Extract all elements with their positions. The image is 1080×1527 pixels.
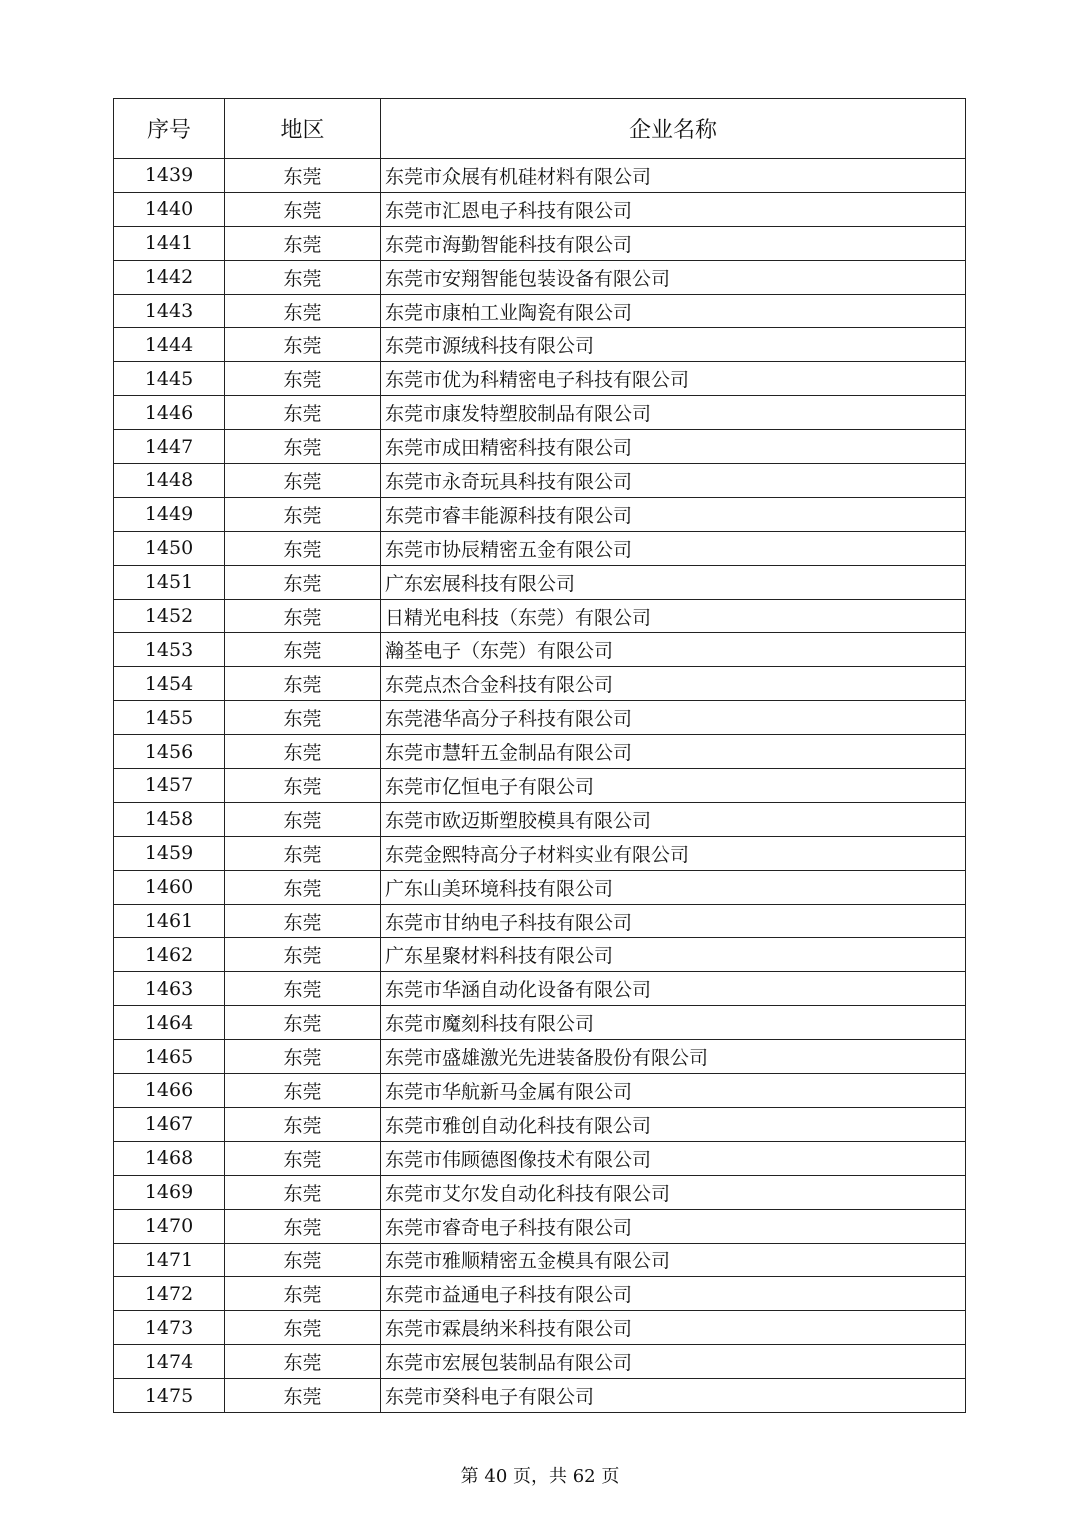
table-row (114, 599, 966, 633)
row-index: 1444 (114, 328, 225, 362)
row-company-name: 东莞市魔刻科技有限公司 (381, 1006, 966, 1040)
table-row (114, 497, 966, 531)
table-row (114, 1311, 966, 1345)
row-index: 1450 (114, 531, 225, 565)
row-region: 东莞 (225, 667, 381, 701)
row-index: 1443 (114, 294, 225, 328)
row-region: 东莞 (225, 328, 381, 362)
row-index: 1441 (114, 226, 225, 260)
row-company-name: 东莞市睿奇电子科技有限公司 (381, 1209, 966, 1243)
row-region: 东莞 (225, 362, 381, 396)
row-company-name: 东莞市众展有机硅材料有限公司 (381, 159, 966, 193)
row-company-name: 广东宏展科技有限公司 (381, 565, 966, 599)
row-index: 1459 (114, 836, 225, 870)
row-company-name: 广东山美环境科技有限公司 (381, 870, 966, 904)
row-region: 东莞 (225, 565, 381, 599)
table-row (114, 531, 966, 565)
row-index: 1446 (114, 396, 225, 430)
row-region: 东莞 (225, 497, 381, 531)
row-index: 1454 (114, 667, 225, 701)
table-row (114, 938, 966, 972)
table-row (114, 1006, 966, 1040)
row-company-name: 东莞市成田精密科技有限公司 (381, 430, 966, 464)
header-company-name: 企业名称 (381, 99, 966, 159)
row-region: 东莞 (225, 1107, 381, 1141)
row-index: 1452 (114, 599, 225, 633)
row-company-name: 东莞市宏展包装制品有限公司 (381, 1345, 966, 1379)
row-index: 1442 (114, 260, 225, 294)
row-region: 东莞 (225, 531, 381, 565)
table-row (114, 226, 966, 260)
table-row (114, 667, 966, 701)
row-company-name: 东莞市永奇玩具科技有限公司 (381, 464, 966, 498)
row-company-name: 东莞市安翔智能包装设备有限公司 (381, 260, 966, 294)
table-row (114, 1209, 966, 1243)
row-index: 1439 (114, 159, 225, 193)
row-index: 1462 (114, 938, 225, 972)
table-row (114, 1141, 966, 1175)
row-company-name: 东莞市协辰精密五金有限公司 (381, 531, 966, 565)
row-region: 东莞 (225, 1141, 381, 1175)
table-row (114, 328, 966, 362)
row-company-name: 东莞市汇恩电子科技有限公司 (381, 192, 966, 226)
table-row (114, 565, 966, 599)
row-company-name: 东莞市甘纳电子科技有限公司 (381, 904, 966, 938)
row-region: 东莞 (225, 396, 381, 430)
row-index: 1455 (114, 701, 225, 735)
row-index: 1440 (114, 192, 225, 226)
row-company-name: 瀚荃电子（东莞）有限公司 (381, 633, 966, 667)
table-row (114, 735, 966, 769)
row-index: 1448 (114, 464, 225, 498)
row-region: 东莞 (225, 294, 381, 328)
row-index: 1466 (114, 1074, 225, 1108)
row-region: 东莞 (225, 430, 381, 464)
row-region: 东莞 (225, 735, 381, 769)
row-region: 东莞 (225, 802, 381, 836)
row-region: 东莞 (225, 464, 381, 498)
row-region: 东莞 (225, 1379, 381, 1413)
row-company-name: 东莞市康柏工业陶瓷有限公司 (381, 294, 966, 328)
enterprise-table (113, 98, 966, 1413)
table-row (114, 260, 966, 294)
row-region: 东莞 (225, 701, 381, 735)
table-row (114, 870, 966, 904)
row-company-name: 广东星聚材料科技有限公司 (381, 938, 966, 972)
row-company-name: 东莞市海勤智能科技有限公司 (381, 226, 966, 260)
page-footer: 第 40 页，共 62 页 (460, 1466, 620, 1487)
row-company-name: 东莞市艾尔发自动化科技有限公司 (381, 1175, 966, 1209)
row-company-name: 东莞金熙特高分子材料实业有限公司 (381, 836, 966, 870)
table-row (114, 1074, 966, 1108)
row-region: 东莞 (225, 192, 381, 226)
table-row (114, 1379, 966, 1413)
table-row (114, 836, 966, 870)
row-company-name: 东莞市康发特塑胶制品有限公司 (381, 396, 966, 430)
table-row (114, 1107, 966, 1141)
row-index: 1445 (114, 362, 225, 396)
row-index: 1473 (114, 1311, 225, 1345)
row-index: 1461 (114, 904, 225, 938)
row-company-name: 东莞市源绒科技有限公司 (381, 328, 966, 362)
table-row (114, 396, 966, 430)
row-company-name: 东莞市亿恒电子有限公司 (381, 769, 966, 803)
row-index: 1449 (114, 497, 225, 531)
row-region: 东莞 (225, 599, 381, 633)
table-row (114, 464, 966, 498)
row-region: 东莞 (225, 226, 381, 260)
row-index: 1465 (114, 1040, 225, 1074)
table-row (114, 802, 966, 836)
row-index: 1475 (114, 1379, 225, 1413)
row-region: 东莞 (225, 769, 381, 803)
row-index: 1458 (114, 802, 225, 836)
row-index: 1470 (114, 1209, 225, 1243)
row-index: 1474 (114, 1345, 225, 1379)
row-region: 东莞 (225, 159, 381, 193)
row-index: 1447 (114, 430, 225, 464)
row-region: 东莞 (225, 1175, 381, 1209)
table-body (114, 159, 966, 1413)
table-row (114, 294, 966, 328)
row-region: 东莞 (225, 260, 381, 294)
row-company-name: 东莞市伟顾德图像技术有限公司 (381, 1141, 966, 1175)
row-index: 1453 (114, 633, 225, 667)
header-index: 序号 (114, 99, 225, 159)
row-region: 东莞 (225, 938, 381, 972)
row-region: 东莞 (225, 1311, 381, 1345)
row-region: 东莞 (225, 1074, 381, 1108)
row-region: 东莞 (225, 972, 381, 1006)
row-region: 东莞 (225, 1006, 381, 1040)
row-index: 1464 (114, 1006, 225, 1040)
row-company-name: 东莞市华航新马金属有限公司 (381, 1074, 966, 1108)
row-company-name: 东莞市雅顺精密五金模具有限公司 (381, 1243, 966, 1277)
row-index: 1468 (114, 1141, 225, 1175)
row-company-name: 东莞市睿丰能源科技有限公司 (381, 497, 966, 531)
row-region: 东莞 (225, 633, 381, 667)
table-row (114, 1277, 966, 1311)
table-row (114, 1040, 966, 1074)
table-row (114, 633, 966, 667)
row-index: 1463 (114, 972, 225, 1006)
row-region: 东莞 (225, 1345, 381, 1379)
row-company-name: 东莞市霖晨纳米科技有限公司 (381, 1311, 966, 1345)
header-region: 地区 (225, 99, 381, 159)
row-company-name: 东莞市华涵自动化设备有限公司 (381, 972, 966, 1006)
row-company-name: 东莞港华高分子科技有限公司 (381, 701, 966, 735)
table-row (114, 904, 966, 938)
row-company-name: 东莞市雅创自动化科技有限公司 (381, 1107, 966, 1141)
row-company-name: 东莞点杰合金科技有限公司 (381, 667, 966, 701)
table-row (114, 972, 966, 1006)
row-index: 1472 (114, 1277, 225, 1311)
row-company-name: 东莞市癸科电子有限公司 (381, 1379, 966, 1413)
row-index: 1460 (114, 870, 225, 904)
row-index: 1467 (114, 1107, 225, 1141)
row-company-name: 东莞市益通电子科技有限公司 (381, 1277, 966, 1311)
table-row (114, 362, 966, 396)
table-row (114, 1345, 966, 1379)
table-row (114, 701, 966, 735)
table-row (114, 1175, 966, 1209)
row-index: 1457 (114, 769, 225, 803)
row-company-name: 东莞市慧轩五金制品有限公司 (381, 735, 966, 769)
table-row (114, 430, 966, 464)
row-company-name: 东莞市优为科精密电子科技有限公司 (381, 362, 966, 396)
row-company-name: 东莞市欧迈斯塑胶模具有限公司 (381, 802, 966, 836)
table-row (114, 159, 966, 193)
row-region: 东莞 (225, 1277, 381, 1311)
row-region: 东莞 (225, 836, 381, 870)
row-index: 1456 (114, 735, 225, 769)
row-index: 1451 (114, 565, 225, 599)
table-row (114, 769, 966, 803)
row-region: 东莞 (225, 1040, 381, 1074)
row-region: 东莞 (225, 1209, 381, 1243)
row-region: 东莞 (225, 904, 381, 938)
row-index: 1469 (114, 1175, 225, 1209)
row-company-name: 日精光电科技（东莞）有限公司 (381, 599, 966, 633)
table-row (114, 192, 966, 226)
table-row (114, 1243, 966, 1277)
row-company-name: 东莞市盛雄激光先进装备股份有限公司 (381, 1040, 966, 1074)
table-header-row (114, 99, 966, 159)
row-index: 1471 (114, 1243, 225, 1277)
row-region: 东莞 (225, 1243, 381, 1277)
row-region: 东莞 (225, 870, 381, 904)
